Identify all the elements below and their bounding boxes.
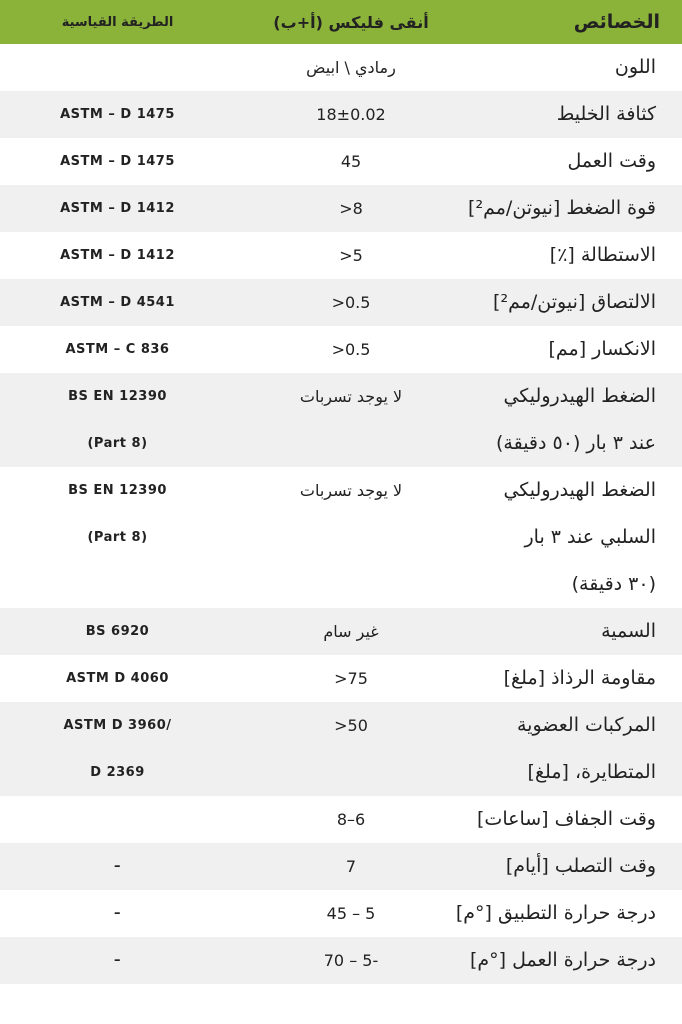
method-text: ASTM – D 4541 (60, 295, 175, 310)
property-cell (455, 890, 682, 937)
property-cell (467, 326, 682, 373)
table-header (0, 0, 682, 44)
property-text: عند ٣ بار (٥٠ دقيقة) (495, 432, 656, 454)
method-text (0, 796, 235, 843)
value-text: 0.5< (331, 340, 371, 359)
header-method: الطريقة القياسية (61, 14, 174, 30)
table-row (0, 138, 682, 185)
table-row (0, 373, 682, 467)
table-row (0, 91, 682, 138)
property-cell (467, 655, 682, 702)
value-cell (235, 138, 467, 185)
method-cell (0, 326, 235, 373)
table-row (0, 44, 682, 91)
value-text: 50< (334, 716, 368, 735)
header-properties: الخصائص (573, 11, 660, 33)
method-text: ASTM – D 1412 (60, 201, 175, 216)
method-text: D 2369 (90, 765, 145, 780)
value-cell (235, 655, 467, 702)
value-cell (235, 232, 467, 279)
property-text: الانكسار [مم] (548, 338, 656, 360)
value-cell (235, 937, 467, 984)
value-text: 5 – 45 (326, 904, 376, 923)
table-row (0, 185, 682, 232)
value-cell (235, 279, 467, 326)
property-cell (467, 843, 682, 890)
table-row (0, 326, 682, 373)
value-text: لا يوجد تسربات (299, 481, 403, 500)
method-cell (0, 138, 235, 185)
property-cell (467, 373, 682, 467)
property-text: السمية (601, 620, 656, 642)
method-text: BS 6920 (85, 624, 150, 639)
value-text: 6–8 (336, 810, 366, 829)
value-cell (235, 702, 467, 749)
table-row (0, 937, 682, 984)
property-cell (467, 185, 682, 232)
method-text: – (114, 906, 121, 921)
value-text: 0.5< (331, 293, 371, 312)
property-text: وقت التصلب [أيام] (505, 855, 656, 877)
property-text: مقاومة الرذاذ [ملغ] (503, 667, 656, 689)
property-text: (٣٠ دقيقة) (571, 573, 656, 595)
property-text: الاستطالة [٪] (549, 244, 656, 266)
method-cell (0, 937, 235, 984)
property-text: الالتصاق [نيوتن/مم²] (493, 291, 656, 313)
property-cell (467, 91, 682, 138)
method-cell (0, 702, 235, 796)
value-text: -5 – 70 (323, 951, 379, 970)
value-text: رمادي \ ابيض (306, 58, 396, 77)
property-cell (467, 232, 682, 279)
property-text: درجة حرارة العمل [°م] (469, 949, 656, 971)
property-text: وقت العمل (567, 150, 656, 172)
table-row (0, 843, 682, 890)
value-text: 8< (339, 199, 363, 218)
table-row (0, 232, 682, 279)
value-cell (235, 843, 467, 890)
value-text: 18±0.02 (316, 105, 386, 124)
value-text: 7 (345, 857, 357, 876)
property-cell (467, 44, 682, 91)
value-text: لا يوجد تسربات (299, 387, 403, 406)
method-cell (0, 373, 235, 467)
property-text: الضغط الهيدروليكي (503, 385, 656, 407)
method-cell (0, 91, 235, 138)
table-row (0, 890, 682, 937)
property-cell (467, 937, 682, 984)
table-row (0, 655, 682, 702)
value-cell (235, 44, 467, 91)
method-text: (Part 8) (87, 530, 148, 545)
method-text: ASTM – D 1475 (60, 107, 175, 122)
header-product: أنقى فليكس (أ+ب) (273, 12, 429, 32)
method-text: ASTM – D 1475 (60, 154, 175, 169)
property-text: درجة حرارة التطبيق [°م] (455, 902, 656, 924)
value-cell (235, 326, 467, 373)
method-cell (0, 890, 235, 937)
property-text: الضغط الهيدروليكي (503, 479, 656, 501)
method-text: ASTM D 3960/ (63, 718, 172, 733)
value-cell (235, 185, 467, 232)
value-cell (235, 91, 467, 138)
property-cell (467, 608, 682, 655)
property-text: اللون (614, 56, 656, 78)
value-text: غير سام (323, 622, 379, 641)
value-cell (235, 608, 467, 655)
table-row (0, 608, 682, 655)
property-text: كثافة الخليط (556, 103, 656, 125)
method-cell (0, 279, 235, 326)
method-text: ASTM – D 1412 (60, 248, 175, 263)
property-cell (467, 467, 682, 608)
table-row (0, 702, 682, 796)
property-text: قوة الضغط [نيوتن/مم²] (468, 197, 656, 219)
table-row (0, 279, 682, 326)
method-text: ASTM – C 836 (65, 342, 170, 357)
method-text: BS EN 12390 (68, 483, 167, 498)
method-text (0, 44, 235, 91)
method-cell (0, 796, 235, 843)
method-cell (0, 608, 235, 655)
method-text: (Part 8) (87, 436, 148, 451)
value-text: 5< (339, 246, 363, 265)
value-text: 75< (334, 669, 368, 688)
value-text: 45 (340, 152, 362, 171)
method-text: – (114, 859, 121, 874)
value-cell (235, 467, 467, 514)
property-text: المركبات العضوية (516, 714, 656, 736)
method-cell (0, 44, 235, 91)
property-text: المتطايرة، [ملغ] (527, 761, 656, 783)
property-cell (467, 796, 682, 843)
method-text: BS EN 12390 (68, 389, 167, 404)
property-cell (467, 702, 682, 796)
value-cell (235, 890, 467, 937)
property-cell (467, 279, 682, 326)
method-cell (0, 232, 235, 279)
property-text: وقت الجفاف [ساعات] (477, 808, 656, 830)
property-text: السلبي عند ٣ بار (524, 526, 656, 548)
table-body (0, 44, 682, 984)
property-cell (467, 138, 682, 185)
table-row (0, 467, 682, 608)
value-cell (235, 796, 467, 843)
method-cell (0, 185, 235, 232)
table-row (0, 796, 682, 843)
value-cell (235, 373, 467, 420)
method-cell (0, 467, 235, 561)
method-cell (0, 843, 235, 890)
method-text: ASTM D 4060 (66, 671, 169, 686)
method-text: – (114, 953, 121, 968)
method-cell (0, 655, 235, 702)
